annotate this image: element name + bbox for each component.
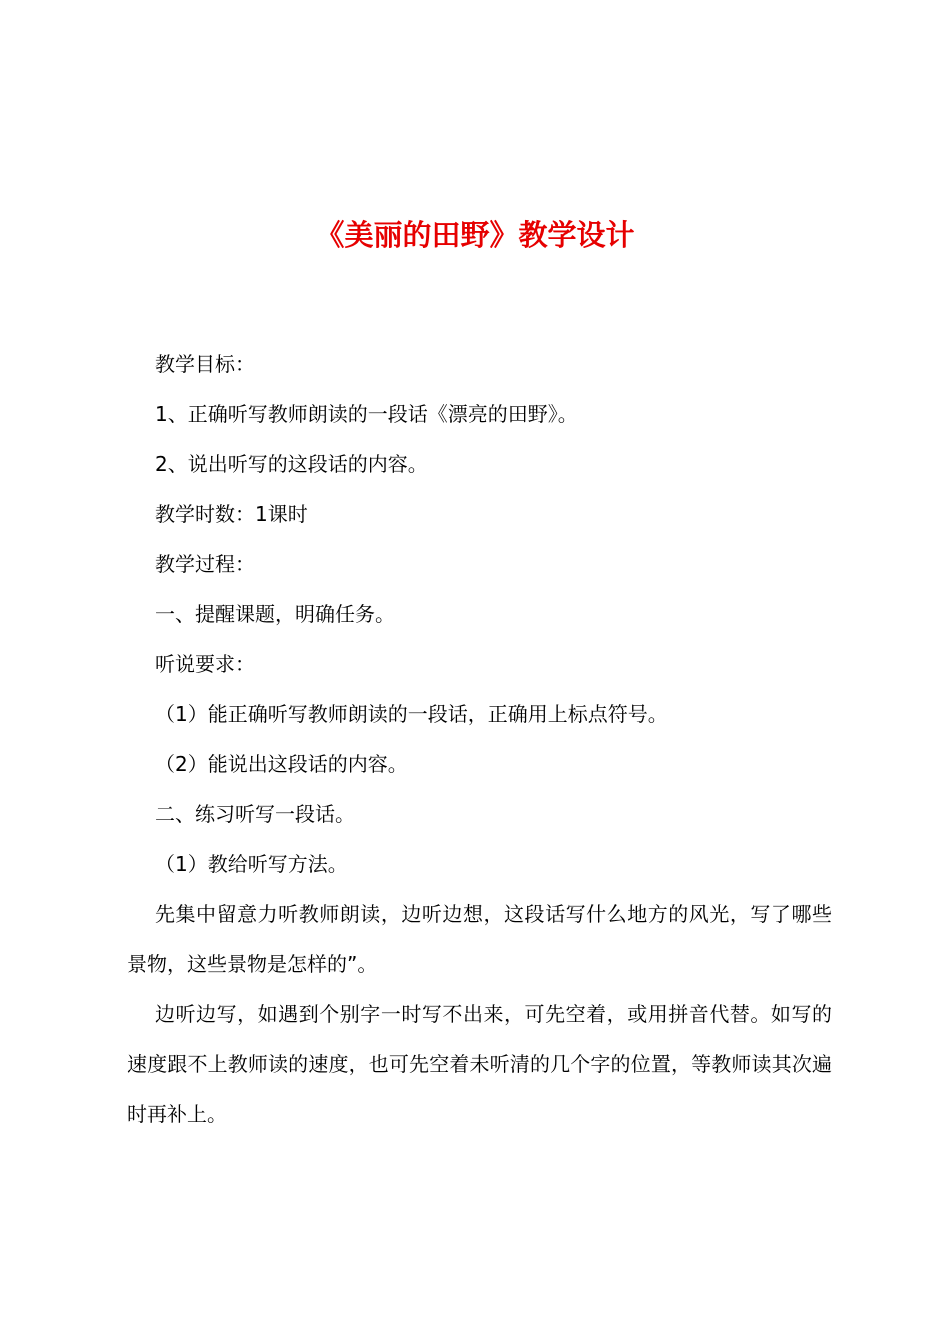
document-body	[127, 339, 832, 1139]
text-line-step-2: 二、练习听写一段话。	[155, 802, 355, 826]
paragraph-writing: 边听边写，如遇到个别字一时写不出来，可先空着，或用拼音代替。如写的速度跟不上教师读的速度，也可先空着未听清的几个字的位置，等教师读其次遍时再补上。	[127, 1002, 832, 1126]
text-line-requirement-1: （1）能正确听写教师朗读的一段话，正确用上标点符号。	[155, 702, 668, 726]
document-title: 《美丽的田野》教学设计	[315, 218, 635, 252]
text-line-requirements-heading: 听说要求：	[155, 652, 255, 676]
text-line-step-1: 一、提醒课题，明确任务。	[155, 602, 395, 626]
text-line-objectives-heading: 教学目标：	[155, 352, 255, 376]
text-line-class-hours: 教学时数：1课时	[155, 502, 308, 526]
text-line-process-heading: 教学过程：	[155, 552, 255, 576]
paragraph-listening: 先集中留意力听教师朗读，边听边想，这段话写什么地方的风光，写了哪些景物，这些景物是怎样的”。	[127, 902, 832, 976]
text-line-objective-2: 2、说出听写的这段话的内容。	[155, 452, 428, 476]
text-line-method-heading: （1）教给听写方法。	[155, 852, 348, 876]
text-line-objective-1: 1、正确听写教师朗读的一段话《漂亮的田野》。	[155, 402, 578, 426]
text-line-requirement-2: （2）能说出这段话的内容。	[155, 752, 408, 776]
